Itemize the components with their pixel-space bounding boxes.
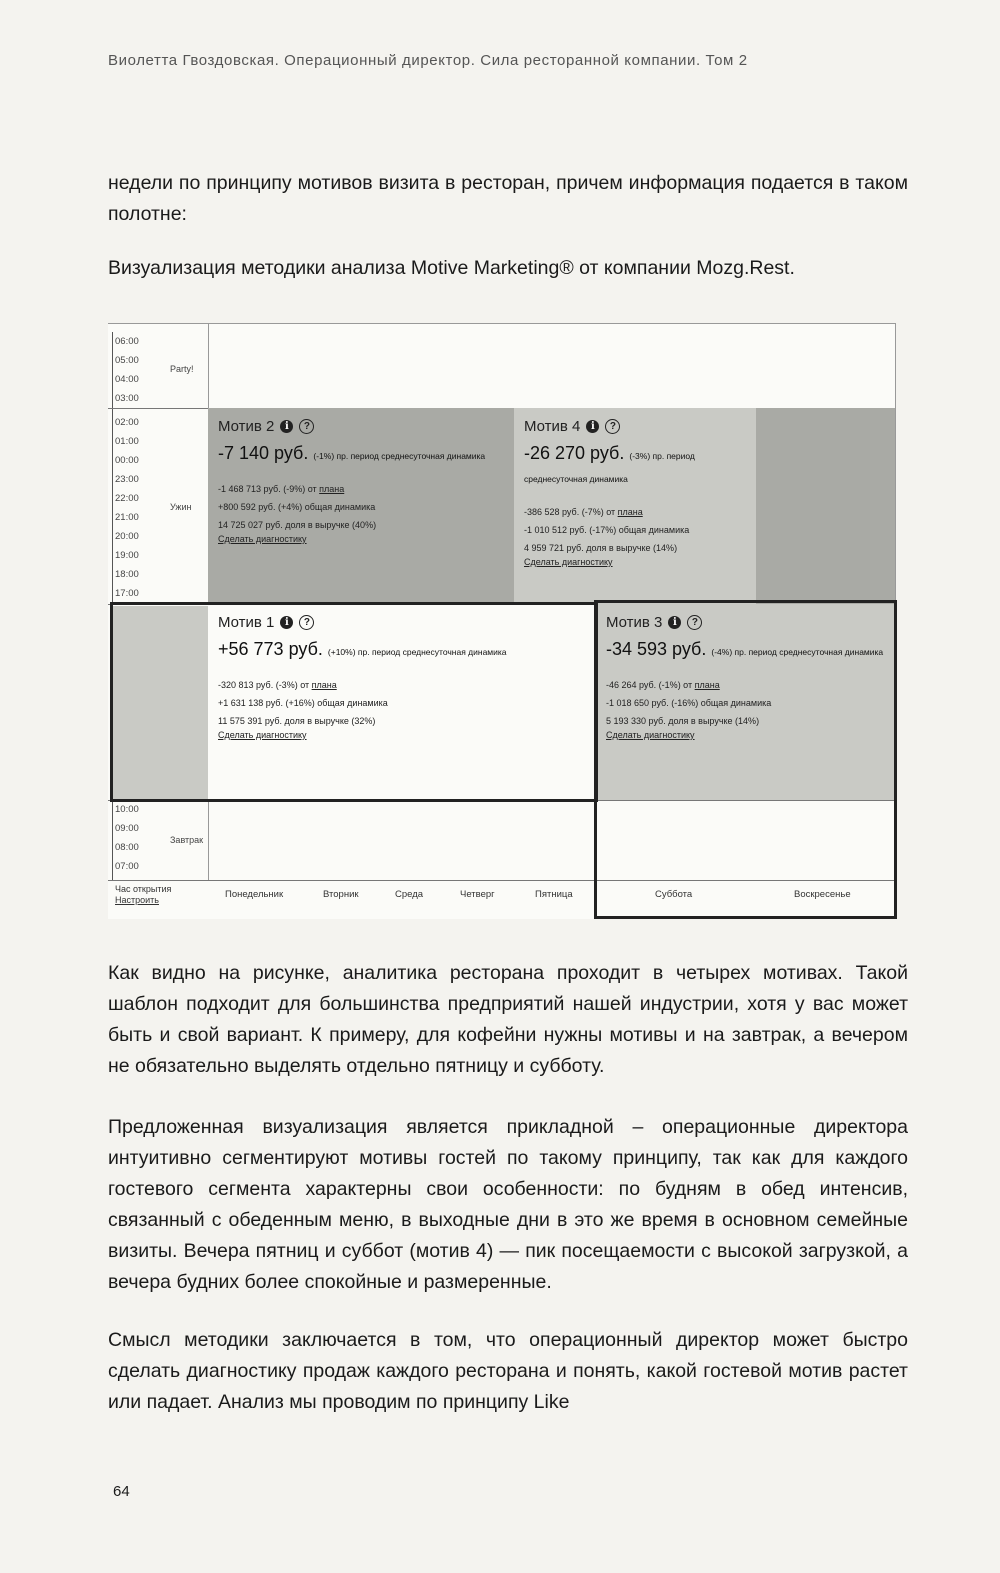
day-label: Четверг	[460, 889, 495, 900]
body-paragraph-1: Как видно на рисунке, аналитика ресторана проходит в четырех мотивах. Такой шаблон подходит для большинства предприятий нашей индустрии, хотя у вас может быть и свой вариант. К примеру, для кофейни нужны мотивы и на завтрак, а вечером не обязательно выделять отдельно пятницу и субботу.	[108, 962, 908, 1077]
plan-text: -46 264 руб. (-1%) от	[606, 680, 695, 690]
day-label: Среда	[395, 889, 424, 900]
plan-text: -320 813 руб. (-3%) от	[218, 680, 312, 690]
tick: 00:00	[115, 455, 139, 466]
divider	[108, 800, 896, 801]
motive-value: -34 593 руб.	[606, 639, 707, 659]
plan-text: -386 528 руб. (-7%) от	[524, 507, 618, 517]
tick: 23:00	[115, 474, 139, 485]
tick: 22:00	[115, 493, 139, 504]
tick: 20:00	[115, 531, 139, 542]
day-label: Пятница	[535, 889, 573, 900]
tick: 17:00	[115, 588, 139, 599]
overall-dynamics: -1 010 512 руб. (-17%) общая динамика	[524, 525, 690, 535]
axis-footer	[115, 884, 171, 906]
day-label: Вторник	[323, 889, 359, 900]
help-icon[interactable]: ?	[299, 419, 314, 434]
sunday-dinner-cell	[756, 408, 895, 604]
motive-value-note: (-1%) пр. период среднесуточная динамика	[313, 451, 486, 461]
tick: 21:00	[115, 512, 139, 523]
help-icon[interactable]: ?	[299, 615, 314, 630]
motive-title: Мотив 1	[218, 614, 275, 631]
overall-dynamics: +1 631 138 руб. (+16%) общая динамика	[218, 698, 388, 708]
plan-link[interactable]: плана	[694, 680, 720, 690]
lunch-time-shade	[113, 606, 208, 800]
info-icon[interactable]: i	[668, 616, 681, 629]
tick: 10:00	[115, 804, 139, 815]
period-party: Party!	[170, 364, 194, 374]
info-icon[interactable]: i	[280, 420, 293, 433]
opening-hours-label: Час открытия	[115, 884, 172, 894]
motive-2-card	[208, 408, 514, 604]
tick: 01:00	[115, 436, 139, 447]
motive-value-note: (-3%) пр. период среднесуточная динамика	[524, 451, 695, 484]
tick: 19:00	[115, 550, 139, 561]
tick: 02:00	[115, 417, 139, 428]
day-label: Воскресенье	[794, 889, 851, 900]
info-icon[interactable]: i	[586, 420, 599, 433]
configure-link[interactable]: Настроить	[115, 895, 159, 905]
motive-4-card	[514, 408, 756, 604]
divider	[108, 880, 896, 881]
revenue-share: 4 959 721 руб. доля в выручке (14%)	[524, 543, 678, 553]
tick: 03:00	[115, 393, 139, 404]
plan-link[interactable]: плана	[319, 484, 345, 494]
day-label: Суббота	[655, 889, 693, 900]
motive-value: -7 140 руб.	[218, 443, 309, 463]
tick: 06:00	[115, 336, 139, 347]
plan-link[interactable]: плана	[617, 507, 643, 517]
revenue-share: 14 725 027 руб. доля в выручке (40%)	[218, 520, 377, 530]
tick: 07:00	[115, 861, 139, 872]
motive-value: -26 270 руб.	[524, 443, 625, 463]
page-number: 64	[113, 1483, 130, 1500]
help-icon[interactable]: ?	[605, 419, 620, 434]
revenue-share: 5 193 330 руб. доля в выручке (14%)	[606, 716, 760, 726]
revenue-share: 11 575 391 руб. доля в выручке (32%)	[218, 716, 376, 726]
tick: 08:00	[115, 842, 139, 853]
motive-value-note: (-4%) пр. период среднесуточная динамика	[711, 647, 884, 657]
diagnostics-link[interactable]: Сделать диагностику	[218, 730, 307, 740]
intro-paragraph: недели по принципу мотивов визита в ресторан, причем информация подается в таком полотне:	[108, 172, 908, 225]
tick: 18:00	[115, 569, 139, 580]
body-paragraph-3: Смысл методики заключается в том, что операционный директор может быстро сделать диагностику продаж каждого ресторана и понять, какой гостевой мотив растет или падает. Анализ мы проводим по принципу Like	[108, 1329, 908, 1413]
tick: 04:00	[115, 374, 139, 385]
diagnostics-link[interactable]: Сделать диагностику	[524, 557, 613, 567]
overall-dynamics: -1 018 650 руб. (-16%) общая динамика	[606, 698, 772, 708]
motive-3-card	[596, 604, 896, 800]
help-icon[interactable]: ?	[687, 615, 702, 630]
motive-title: Мотив 4	[524, 418, 581, 435]
day-label: Понедельник	[225, 889, 284, 900]
period-dinner: Ужин	[170, 502, 192, 512]
motive-value-note: (+10%) пр. период среднесуточная динамика	[327, 647, 507, 657]
info-icon[interactable]: i	[280, 616, 293, 629]
tick: 09:00	[115, 823, 139, 834]
figure-caption: Визуализация методики анализа Motive Marketing® от компании Mozg.Rest.	[108, 257, 795, 279]
motive-1-card	[208, 604, 596, 800]
motive-title: Мотив 3	[606, 614, 663, 631]
motive-figure	[108, 323, 896, 919]
diagnostics-link[interactable]: Сделать диагностику	[218, 534, 307, 544]
diagnostics-link[interactable]: Сделать диагностику	[606, 730, 695, 740]
overall-dynamics: +800 592 руб. (+4%) общая динамика	[218, 502, 376, 512]
plan-text: -1 468 713 руб. (-9%) от	[218, 484, 320, 494]
tick: 05:00	[115, 355, 139, 366]
motive-value: +56 773 руб.	[218, 639, 323, 659]
body-paragraph-2: Предложенная визуализация является прикладной – операционные директора интуитивно сегментируют мотивы гостей по такому принципу, так как для каждого гостевого сегмента характерны свои особенности: по будням в обед интенсив, связанный с обеденным меню, в выходные дни в это же время в основном семейные визиты. Вечера пятниц и суббот (мотив 4) — пик посещаемости с высокой загрузкой, а вечера будних более спокойные и размеренные.	[108, 1116, 908, 1293]
period-breakfast: Завтрак	[170, 835, 204, 845]
plan-link[interactable]: плана	[311, 680, 337, 690]
running-head: Виолетта Гвоздовская. Операционный директор. Сила ресторанной компании. Том 2	[108, 52, 748, 69]
motive-title: Мотив 2	[218, 418, 275, 435]
